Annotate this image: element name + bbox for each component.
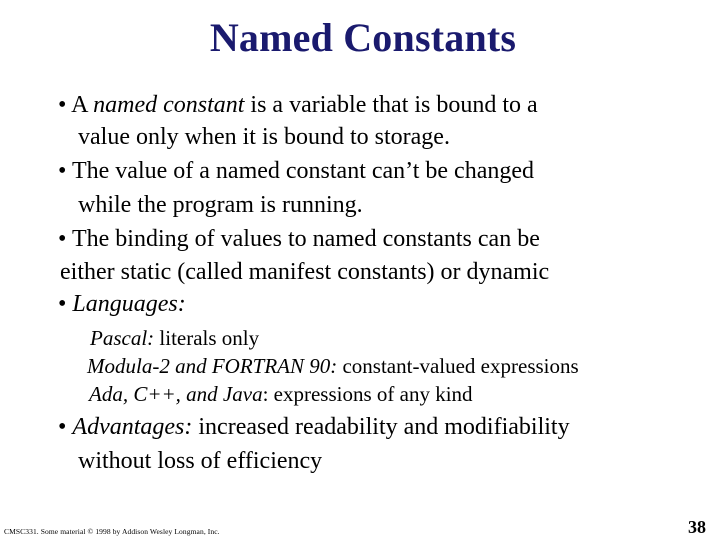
bullet-3-line-1	[58, 224, 540, 254]
slide-footer: CMSC331. Some material © 1998 by Addison Wesley Longman, Inc.	[4, 527, 220, 536]
bullet-marker: •	[58, 414, 67, 440]
language-item-1	[90, 325, 259, 351]
bullet-marker: •	[58, 158, 67, 184]
language-desc: : expressions of any kind	[262, 382, 473, 406]
language-name: Modula-2 and FORTRAN 90:	[87, 354, 338, 378]
language-desc: literals only	[154, 326, 260, 350]
bullet-5-line-1	[58, 412, 570, 442]
bullet-2-line-1	[58, 156, 534, 186]
bullet-3-text: The binding of values to named constants can be	[71, 226, 540, 252]
bullet-1-term: named constant	[93, 92, 245, 118]
bullet-5-line-2: without loss of efficiency	[78, 448, 323, 474]
bullet-1-line-2: value only when it is bound to storage.	[78, 124, 450, 150]
slide-title: Named Constants	[209, 15, 517, 60]
bullet-marker: •	[58, 226, 67, 252]
languages-label: Languages:	[72, 291, 186, 317]
bullet-4-line-1	[58, 289, 186, 319]
language-item-3	[89, 381, 473, 407]
bullet-marker: •	[58, 92, 67, 118]
page-number: 38	[688, 517, 706, 537]
advantages-text: increased readability and modifiability	[192, 414, 570, 440]
advantages-label: Advantages:	[72, 414, 193, 440]
bullet-1-rest: is a variable that is bound to a	[244, 92, 538, 118]
language-name: Pascal:	[90, 326, 155, 350]
bullet-1-line-1	[58, 90, 538, 120]
language-item-2	[87, 353, 579, 379]
bullet-1-prefix: A	[71, 92, 94, 118]
bullet-2-line-2: while the program is running.	[78, 192, 363, 218]
bullet-3-line-2: either static (called manifest constants) or dynamic	[60, 259, 550, 285]
language-name: Ada, C++, and Java	[89, 382, 263, 406]
bullet-2-text: The value of a named constant can’t be changed	[71, 158, 535, 184]
language-desc: constant-valued expressions	[337, 354, 579, 378]
bullet-marker: •	[58, 291, 67, 317]
